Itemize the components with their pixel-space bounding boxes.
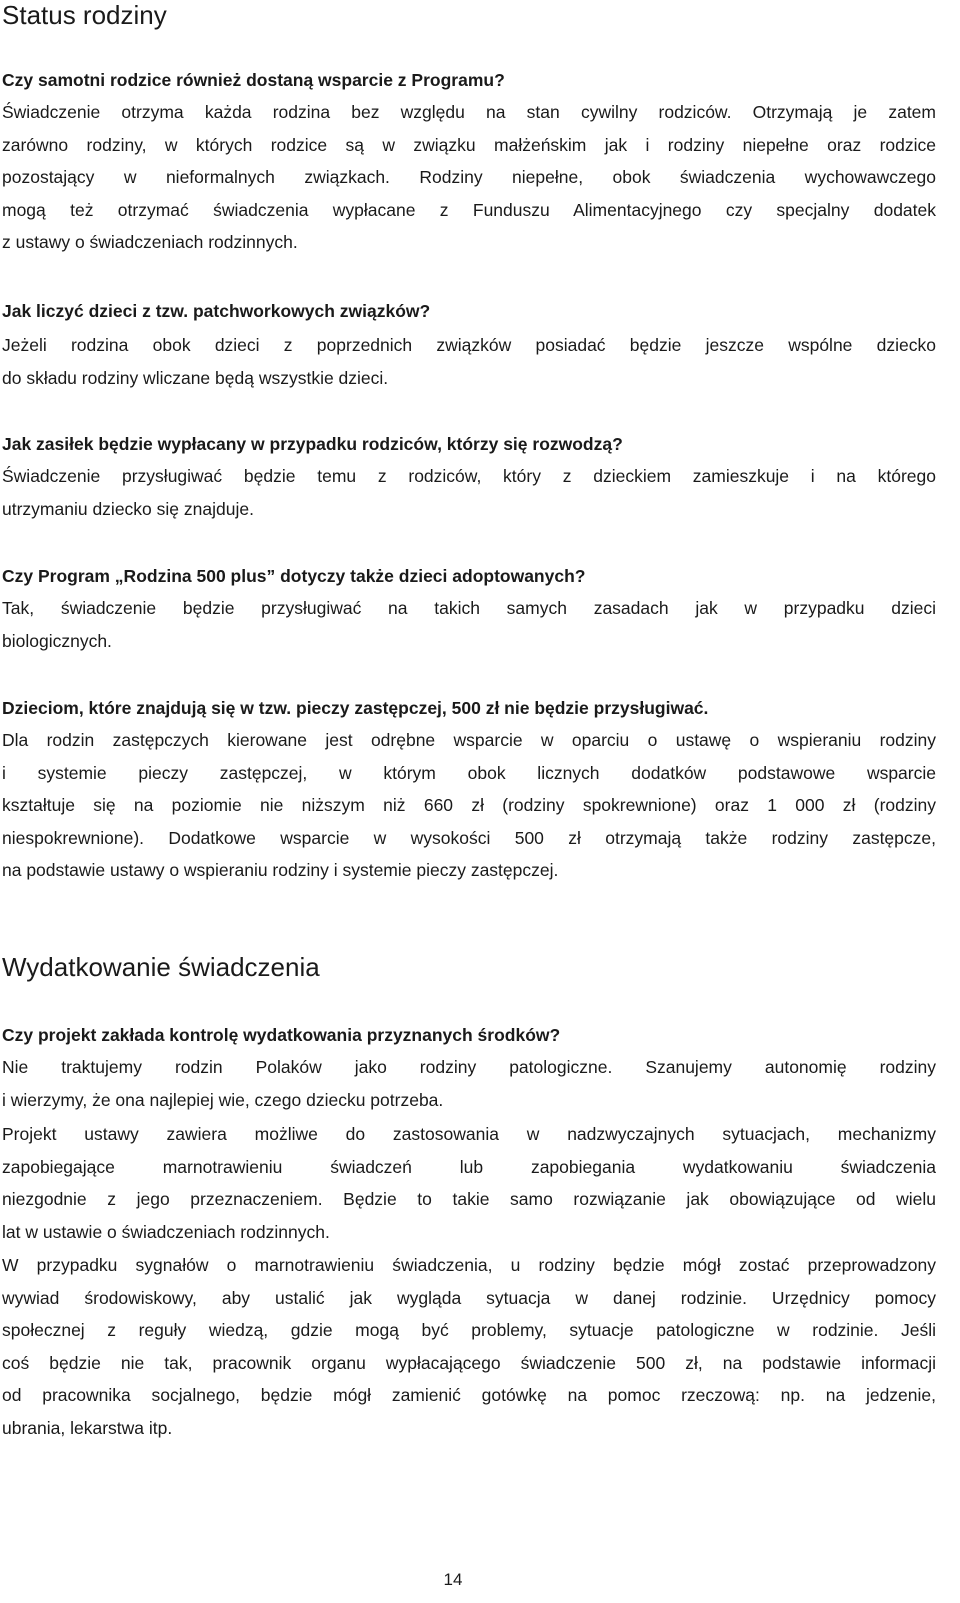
text-line: Nie traktujemy rodzin Polaków jako rodziny patologiczne. Szanujemy autonomię rodziny (2, 1057, 936, 1077)
text-line: Świadczenie otrzyma każda rodzina bez względu na stan cywilny rodziców. Otrzymają je zatem (2, 102, 936, 122)
text-line: zapobiegające marnotrawieniu świadczeń lub zapobiegania wydatkowaniu świadczenia (2, 1156, 936, 1177)
question-divorcing-parents: Jak zasiłek będzie wypłacany w przypadku rodziców, którzy się rozwodzą? (2, 434, 623, 454)
text-line: z ustawy o świadczeniach rodzinnych. (2, 232, 298, 252)
text-line: coś będzie nie tak, pracownik organu wypłacającego świadczenie 500 zł, na podstawie informacji (2, 1352, 936, 1373)
question-single-parents: Czy samotni rodzice również dostaną wsparcie z Programu? (2, 70, 505, 90)
text-line: mogą też otrzymać świadczenia wypłacane z Funduszu Alimentacyjnego czy specjalny dodatek (2, 199, 936, 220)
answer-adopted-children (2, 592, 936, 657)
text-line: i systemie pieczy zastępczej, w którym obok licznych dodatków podstawowe wsparcie (2, 762, 936, 783)
text-line: Tak, świadczenie będzie przysługiwać na takich samych zasadach jak w przypadku dzieci (2, 598, 936, 618)
question-adopted-children: Czy Program „Rodzina 500 plus” dotyczy także dzieci adoptowanych? (2, 566, 586, 586)
text-line: wywiad środowiskowy, aby ustalić jak wygląda sytuacja w danej rodzinie. Urzędnicy pomocy (2, 1287, 936, 1308)
answer-foster-care (2, 724, 936, 887)
text-line: kształtuje się na poziomie nie niższym niż 660 zł (rodziny spokrewnione) oraz 1 000 zł (rodziny (2, 795, 936, 815)
text-line: zarówno rodziny, w których rodzice są w związku małżeńskim jak i rodziny niepełne oraz rodzice (2, 134, 936, 155)
text-line: na podstawie ustawy o wspieraniu rodziny i systemie pieczy zastępczej. (2, 860, 559, 880)
section-title-status-rodziny: Status rodziny (2, 0, 167, 30)
section-title-wydatkowanie: Wydatkowanie świadczenia (2, 952, 320, 982)
text-line: Projekt ustawy zawiera możliwe do zastosowania w nadzwyczajnych sytuacjach, mechanizmy (2, 1124, 936, 1144)
question-spending-control: Czy projekt zakłada kontrolę wydatkowania przyznanych środków? (2, 1025, 561, 1045)
text-line: lat w ustawie o świadczeniach rodzinnych. (2, 1221, 330, 1242)
text-line: od pracownika socjalnego, będzie mógł zamienić gotówkę na pomoc rzeczową: np. na jedzenie, (2, 1385, 936, 1405)
text-line: W przypadku sygnałów o marnotrawieniu świadczenia, u rodziny będzie mógł zostać przeprowadzony (2, 1255, 936, 1275)
text-line: pozostający w nieformalnych związkach. Rodziny niepełne, obok świadczenia wychowawczego (2, 167, 936, 187)
text-line: społecznej z reguły wiedzą, gdzie mogą być problemy, sytuacje patologiczne w rodzinie. Jeśli (2, 1320, 936, 1340)
text-line: biologicznych. (2, 630, 112, 651)
text-line: niespokrewnione). Dodatkowe wsparcie w wysokości 500 zł otrzymają także rodziny zastępcze, (2, 827, 936, 848)
answer-spending-control-3 (2, 1249, 936, 1444)
page-number: 14 (443, 1570, 463, 1589)
question-foster-care: Dzieciom, które znajdują się w tzw. pieczy zastępczej, 500 zł nie będzie przysługiwać. (2, 698, 709, 718)
answer-spending-control-1 (2, 1051, 936, 1116)
text-line: utrzymaniu dziecko się znajduje. (2, 498, 254, 519)
answer-patchwork-families (2, 329, 936, 394)
text-line: Dla rodzin zastępczych kierowane jest odrębne wsparcie w oparciu o ustawę o wspieraniu rodziny (2, 730, 936, 750)
answer-divorcing-parents (2, 460, 936, 525)
text-line: niezgodnie z jego przeznaczeniem. Będzie to takie samo rozwiązanie jak obowiązujące od wielu (2, 1189, 936, 1209)
text-line: ubrania, lekarstwa itp. (2, 1417, 173, 1438)
text-line: do składu rodziny wliczane będą wszystkie dzieci. (2, 367, 389, 388)
question-patchwork-families: Jak liczyć dzieci z tzw. patchworkowych związków? (2, 301, 431, 321)
text-line: i wierzymy, że ona najlepiej wie, czego dziecku potrzeba. (2, 1089, 444, 1110)
answer-single-parents (2, 96, 936, 259)
text-line: Jeżeli rodzina obok dzieci z poprzednich związków posiadać będzie jeszcze wspólne dziecko (2, 335, 936, 355)
text-line: Świadczenie przysługiwać będzie temu z rodziców, który z dzieckiem zamieszkuje i na którego (2, 466, 936, 486)
answer-spending-control-2 (2, 1118, 936, 1248)
